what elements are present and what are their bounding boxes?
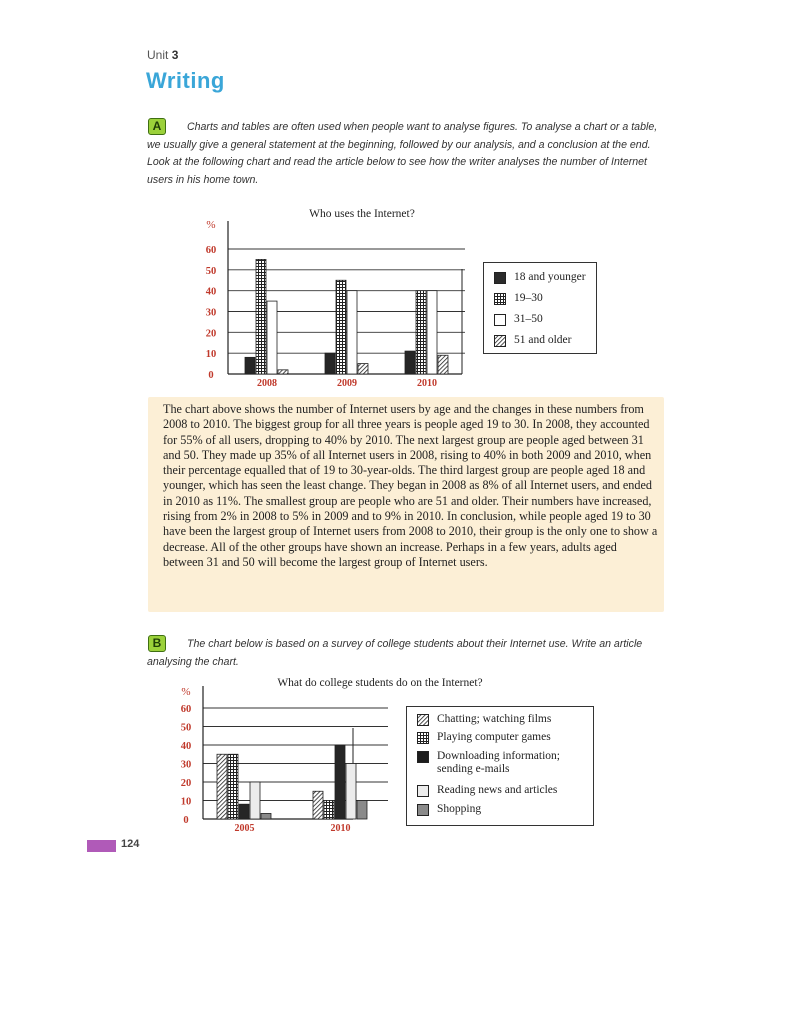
y-tick-label: 10 [180, 796, 192, 808]
article-text: The chart above shows the number of Internet users by age and the changes in these numbers from 2008 to 2010. The biggest group for all three years is people aged 19 to 30. In 2008, they accounted for 55% of all users, dropping to 40% by 2010. The next largest group are people aged between 31 and 50. They made up 35% of all Internet users in 2008, rising to 40% in both 2009 and 2010, when their percentage equalled that of 19 to 30-year-olds. The third largest group are people aged 18 and younger, which has seen the least change. They began in 2008 as 8% of all Internet users, and ended in 2010 as 11%. The smallest group are people who are 51 and older. Their numbers have increased, rising from 2% in 2008 to 5% in 2009 and to 9% in 2010. In conclusion, while people aged 19 to 30 have been the largest group of Internet users from 2008 to 2010, their group is the only one to show a decrease. All of the other groups have shown an increase. Perhaps in a few years, adults aged between 31 and 50 will become the largest group of Internet users. [163, 402, 658, 569]
section-b-instructions-text: The chart below is based on a survey of college students about their Internet use. Write an article analysing the chart. [147, 638, 643, 668]
y-tick-label: 0 [183, 815, 189, 826]
chart1-legend [483, 262, 597, 354]
y-tick-label: 20 [205, 328, 217, 340]
chart1-legend-item [494, 313, 543, 326]
legend-swatch-grid-icon [417, 732, 429, 744]
legend-swatch-grid-icon [494, 293, 506, 305]
bar [278, 370, 288, 374]
x-tick-label: 2009 [337, 378, 357, 389]
chart2-legend [406, 706, 594, 826]
legend-swatch-grey-icon [417, 804, 429, 816]
y-tick-label: 50 [180, 722, 192, 734]
page-number: 124 [121, 838, 140, 850]
y-axis-label: % [181, 686, 191, 698]
chart2-legend-item [417, 713, 551, 726]
bar [405, 351, 415, 374]
section-b-instructions [147, 636, 665, 671]
chart1-title: Who uses the Internet? [309, 208, 415, 220]
chart1-legend-label: 51 and older [514, 334, 572, 346]
bar [267, 301, 277, 374]
chart1-plot [195, 215, 485, 395]
chart1-legend-label: 31–50 [514, 313, 543, 325]
y-tick-label: 10 [205, 349, 217, 361]
chart2-legend-label: Reading news and articles [437, 784, 558, 796]
chart2-plot [170, 682, 400, 842]
y-tick-label: 60 [205, 245, 217, 256]
chart2-legend-label: Chatting; watching films [437, 713, 552, 725]
bar [228, 754, 238, 819]
x-tick-label: 2008 [257, 378, 277, 389]
legend-swatch-hatch-icon [417, 714, 429, 726]
chart2-legend-item [417, 784, 557, 797]
bar [313, 791, 323, 819]
chart1-legend-item [494, 334, 571, 347]
y-tick-label: 40 [180, 741, 192, 752]
legend-swatch-solid-icon [417, 751, 429, 763]
unit-label [147, 48, 178, 62]
bar [358, 364, 368, 374]
bar [336, 280, 346, 374]
chart2-legend-label: Shopping [437, 803, 482, 815]
bar [438, 355, 448, 374]
section-b-badge: B [148, 635, 166, 652]
page-number-tab [87, 840, 116, 852]
chart1-legend-label: 18 and younger [514, 271, 586, 283]
y-tick-label: 30 [205, 307, 217, 319]
bar [335, 745, 345, 819]
section-a-instructions-text: Charts and tables are often used when people want to analyse figures. To analyse a chart or a table, we usually give a general statement at the beginning, followed by our analysis, and a conclusion at the end. Look at the following chart and read the article below to see how the writer analyses the number of Internet users in his home town. [147, 121, 658, 186]
chart1-legend-label: 19–30 [514, 292, 543, 304]
page-title: Writing [146, 68, 225, 93]
y-tick-label: 40 [205, 286, 217, 298]
legend-swatch-white-icon [494, 314, 506, 326]
y-tick-label: 0 [208, 370, 214, 381]
bar [245, 357, 255, 374]
chart2-legend-item [417, 750, 587, 776]
bar [239, 804, 249, 819]
legend-swatch-solid-icon [494, 272, 506, 284]
bar [346, 764, 356, 820]
bar [347, 291, 357, 374]
bar [416, 291, 426, 374]
y-tick-label: 20 [180, 778, 192, 789]
y-tick-label: 30 [180, 759, 192, 771]
chart2-legend-item [417, 803, 481, 816]
section-a-badge: A [148, 118, 166, 135]
section-a-instructions [147, 119, 665, 189]
bar [427, 291, 437, 374]
chart1-legend-item [494, 292, 543, 305]
bar [256, 259, 266, 374]
bar [261, 813, 271, 819]
chart2-title: What do college students do on the Internet? [277, 677, 483, 689]
legend-swatch-light-icon [417, 785, 429, 797]
x-tick-label: 2010 [330, 823, 351, 834]
bar [217, 754, 227, 819]
bar [325, 353, 335, 374]
bar [324, 801, 334, 820]
unit-number: 3 [171, 48, 179, 62]
chart2-legend-label: Playing computer games [437, 731, 551, 743]
chart2-legend-item [417, 731, 551, 744]
x-tick-label: 2005 [234, 823, 255, 834]
y-axis-label: % [206, 219, 216, 231]
y-tick-label: 60 [180, 704, 192, 715]
bar [357, 801, 367, 820]
y-tick-label: 50 [205, 265, 217, 277]
chart2-legend-label: Downloading information; sending e-mails [437, 750, 560, 775]
legend-swatch-hatch-icon [494, 335, 506, 347]
x-tick-label: 2010 [417, 378, 437, 389]
bar [250, 782, 260, 819]
unit-word: Unit [147, 48, 169, 62]
chart1-legend-item [494, 271, 586, 284]
